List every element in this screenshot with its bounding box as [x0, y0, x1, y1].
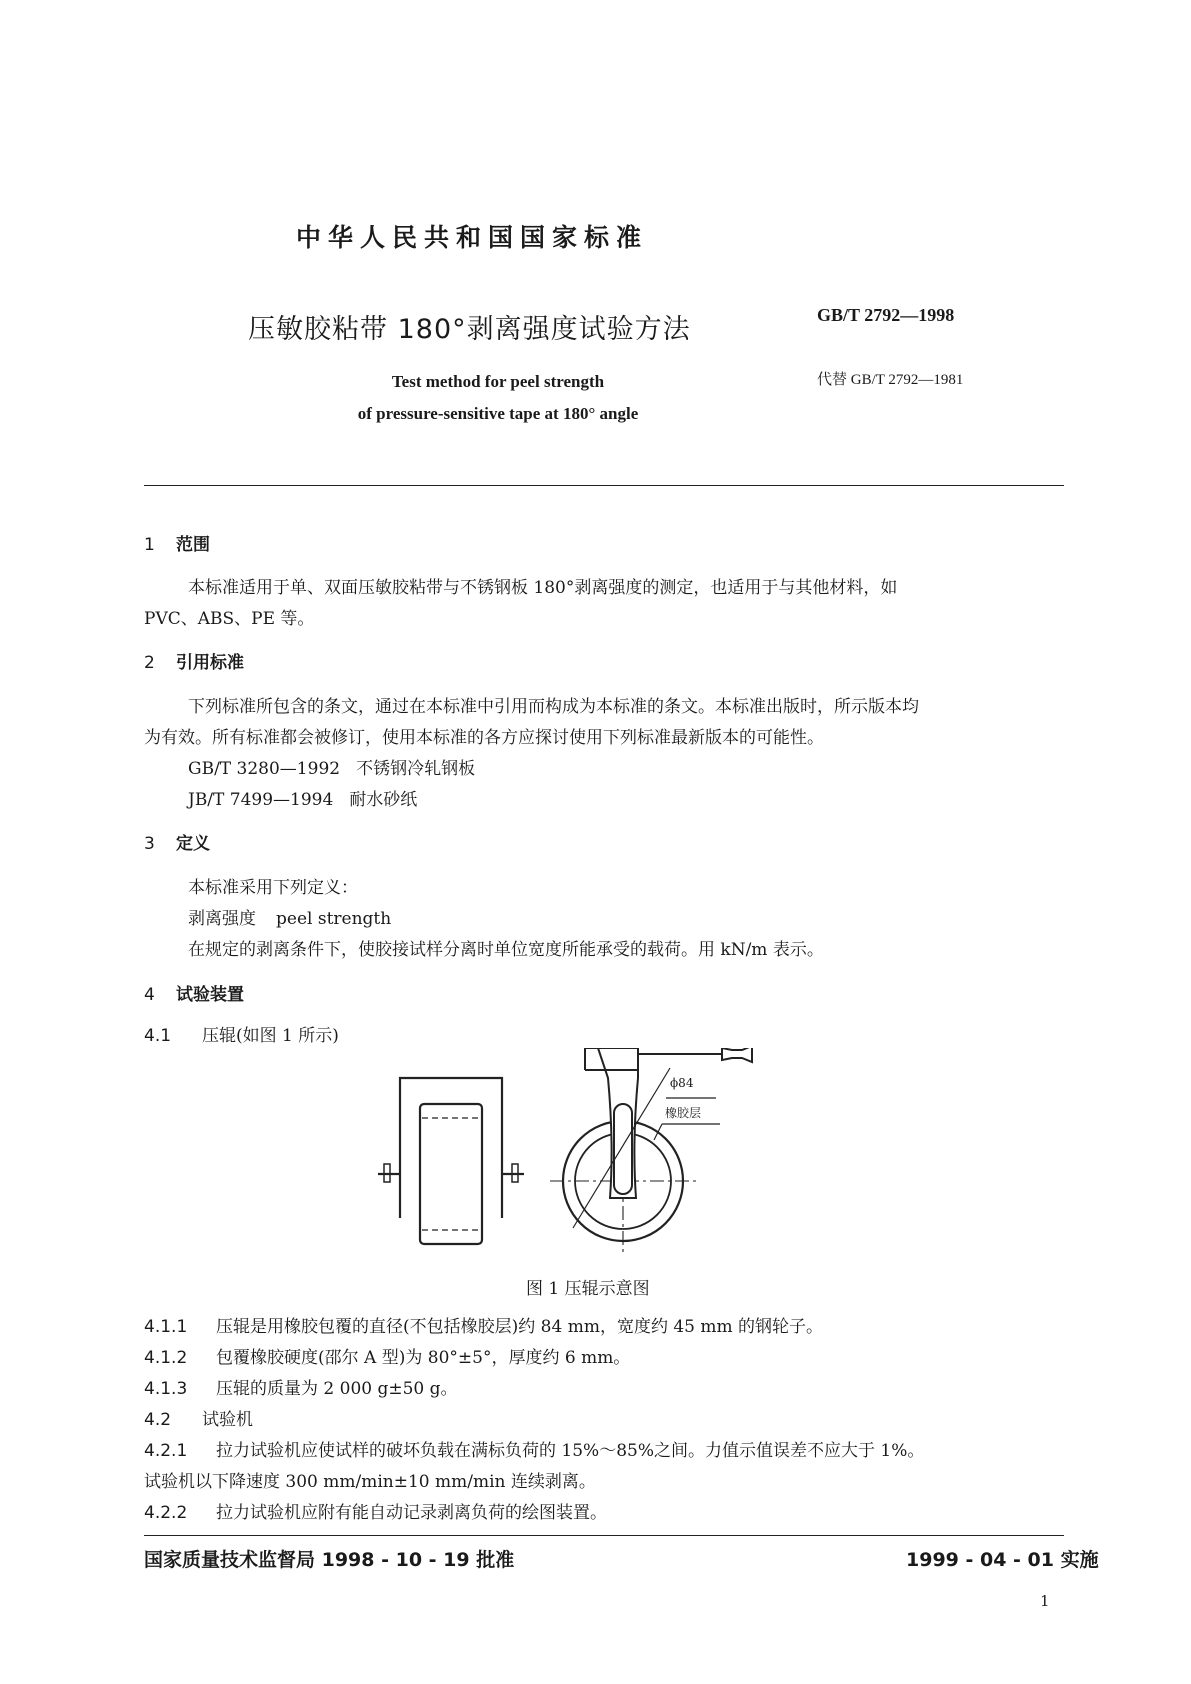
page-number: 1 — [1040, 1592, 1050, 1610]
reference-standard-1 — [188, 754, 475, 779]
clause-text: 压辊的质量为 2 000 g±50 g。 — [216, 1379, 458, 1399]
clause-4-2-1 — [144, 1436, 924, 1461]
reference-name: 耐水砂纸 — [349, 790, 418, 810]
section-1-heading — [144, 530, 210, 555]
clause-number: 4.1.2 — [144, 1348, 188, 1368]
clause-4-1-1 — [144, 1312, 823, 1337]
clause-4-1 — [144, 1021, 339, 1046]
clause-4-1-3 — [144, 1374, 458, 1399]
section-2-paragraph-line-2: 为有效。所有标准都会被修订，使用本标准的各方应探讨使用下列标准最新版本的可能性。 — [144, 728, 824, 748]
clause-text: 压辊(如图 1 所示) — [202, 1026, 339, 1046]
clause-text: 拉力试验机应使试样的破坏负载在满标负荷的 15%～85%之间。力值示值误差不应大于 1%。 — [216, 1441, 925, 1461]
section-2-heading — [144, 648, 244, 673]
approval-date: 国家质量技术监督局 1998 - 10 - 19 批准 — [144, 1549, 515, 1571]
clause-number: 4.2.2 — [144, 1503, 188, 1523]
diameter-label: ϕ84 — [670, 1076, 694, 1090]
effective-date: 1999 - 04 - 01 实施 — [906, 1549, 1099, 1571]
clause-4-2 — [144, 1405, 253, 1430]
figure-1-press-roller — [370, 1048, 850, 1273]
figure-caption: 图 1 压辊示意图 — [526, 1279, 650, 1299]
clause-text: 压辊是用橡胶包覆的直径(不包括橡胶层)约 84 mm，宽度约 45 mm 的钢轮子。 — [216, 1317, 824, 1337]
replaces-standard: 代替 GB/T 2792—1981 — [817, 372, 964, 388]
section-title: 定义 — [176, 834, 210, 854]
handle-grip — [722, 1048, 752, 1062]
roller-side-view — [550, 1048, 752, 1256]
header-divider — [144, 485, 1064, 486]
term-cn: 剥离强度 — [188, 909, 256, 929]
section-number: 3 — [144, 834, 155, 854]
section-title: 试验装置 — [176, 985, 244, 1005]
term-en: peel strength — [276, 909, 392, 929]
section-number: 2 — [144, 653, 155, 673]
footer-divider — [144, 1535, 1064, 1536]
section-1-paragraph-line-1: 本标准适用于单、双面压敏胶粘带与不锈钢板 180°剥离强度的测定，也适用于与其他材料，如 — [188, 578, 898, 598]
section-3-heading — [144, 829, 210, 854]
section-4-heading — [144, 980, 244, 1005]
section-title: 引用标准 — [176, 653, 244, 673]
national-standard-heading: 中华人民共和国国家标准 — [296, 223, 649, 252]
english-title-line-1: Test method for peel strength — [391, 372, 605, 391]
english-title-line-2: of pressure-sensitive tape at 180° angle — [357, 404, 639, 423]
clause-text: 拉力试验机应附有能自动记录剥离负荷的绘图装置。 — [216, 1503, 607, 1523]
clause-4-2-2 — [144, 1498, 607, 1523]
section-title: 范围 — [176, 535, 210, 555]
clause-4-1-2 — [144, 1343, 630, 1368]
clause-text: 试验机 — [202, 1410, 253, 1430]
clause-number: 4.1.1 — [144, 1317, 188, 1337]
roller-front-view — [378, 1078, 524, 1244]
rubber-layer-label: 橡胶层 — [665, 1106, 702, 1120]
definition-term — [188, 904, 391, 929]
section-2-paragraph-line-1: 下列标准所包含的条文，通过在本标准中引用而构成为本标准的条文。本标准出版时，所示版本均 — [188, 697, 919, 717]
document-title: 压敏胶粘带 180°剥离强度试验方法 — [248, 314, 691, 345]
clause-number: 4.2.1 — [144, 1441, 188, 1461]
roller-wheel-side — [420, 1104, 482, 1244]
reference-code: JB/T 7499—1994 — [188, 790, 334, 810]
section-number: 4 — [144, 985, 155, 1005]
reference-code: GB/T 3280—1992 — [188, 759, 341, 779]
section-number: 1 — [144, 535, 155, 555]
roller-frame — [400, 1078, 502, 1218]
reference-standard-2 — [188, 785, 417, 810]
clause-number: 4.1 — [144, 1026, 172, 1046]
clause-4-2-1-continued: 试验机以下降速度 300 mm/min±10 mm/min 连续剥离。 — [144, 1472, 596, 1492]
rubber-leader — [654, 1124, 662, 1140]
clause-text: 包覆橡胶硬度(邵尔 A 型)为 80°±5°，厚度约 6 mm。 — [216, 1348, 631, 1368]
section-3-paragraph-line-1: 本标准采用下列定义： — [188, 878, 358, 898]
reference-name: 不锈钢冷轧钢板 — [356, 759, 476, 779]
standard-code: GB/T 2792—1998 — [817, 305, 955, 325]
section-1-paragraph-line-2: PVC、ABS、PE 等。 — [144, 609, 315, 629]
definition-text: 在规定的剥离条件下，使胶接试样分离时单位宽度所能承受的载荷。用 kN/m 表示。 — [188, 940, 824, 960]
clause-number: 4.2 — [144, 1410, 172, 1430]
clause-number: 4.1.3 — [144, 1379, 188, 1399]
